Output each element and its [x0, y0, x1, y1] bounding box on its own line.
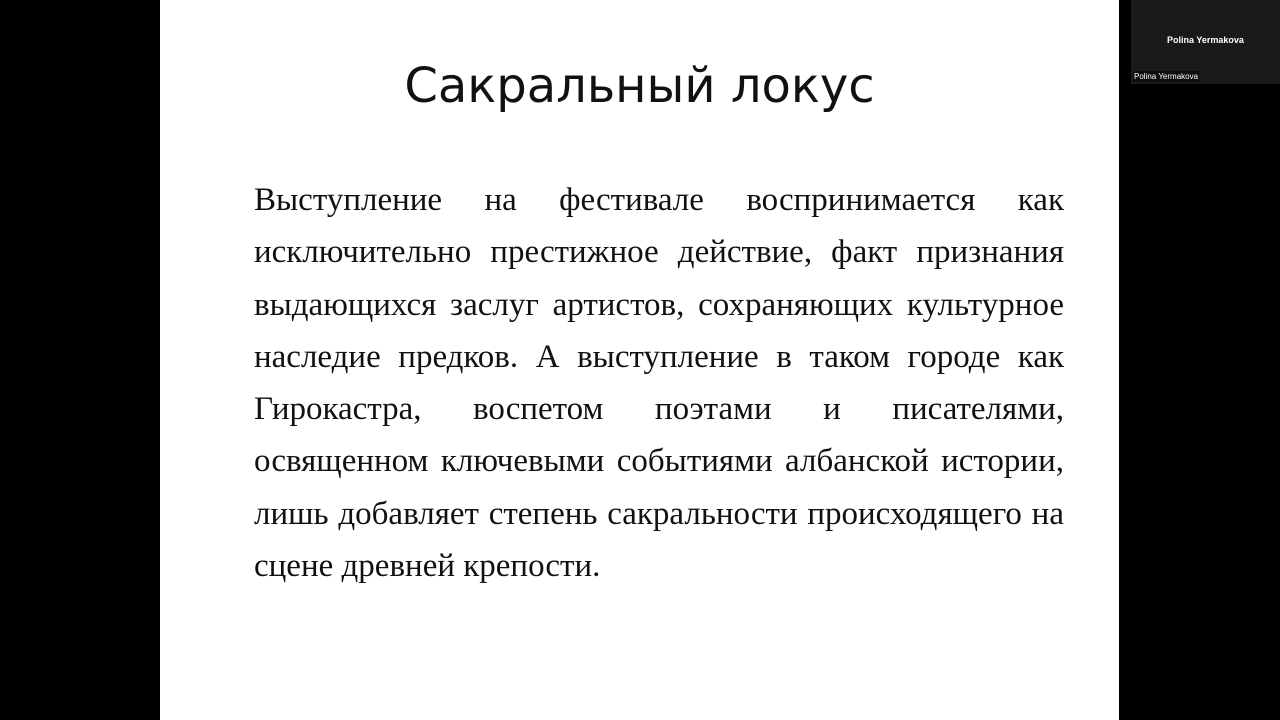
participant-name-label: Polina Yermakova — [1134, 72, 1199, 81]
shared-slide — [160, 0, 1119, 720]
slide-title: Сакральный локус — [404, 58, 875, 114]
slide-body-text: Выступление на фестивале воспринимается как исключительно престижное действие, факт признания выдающихся заслуг артистов, сохраняющих культурное наследие предков. А выступление в таком городе как Гирокастра, воспетом поэтами и писателями, освященном ключевыми событиями албанской истории, лишь добавляет степень сакральности происходящего на сцене древней крепости. — [254, 182, 1064, 585]
participant-video-tile[interactable] — [1131, 0, 1280, 84]
participant-display-name: Polina Yermakova — [1167, 35, 1244, 45]
